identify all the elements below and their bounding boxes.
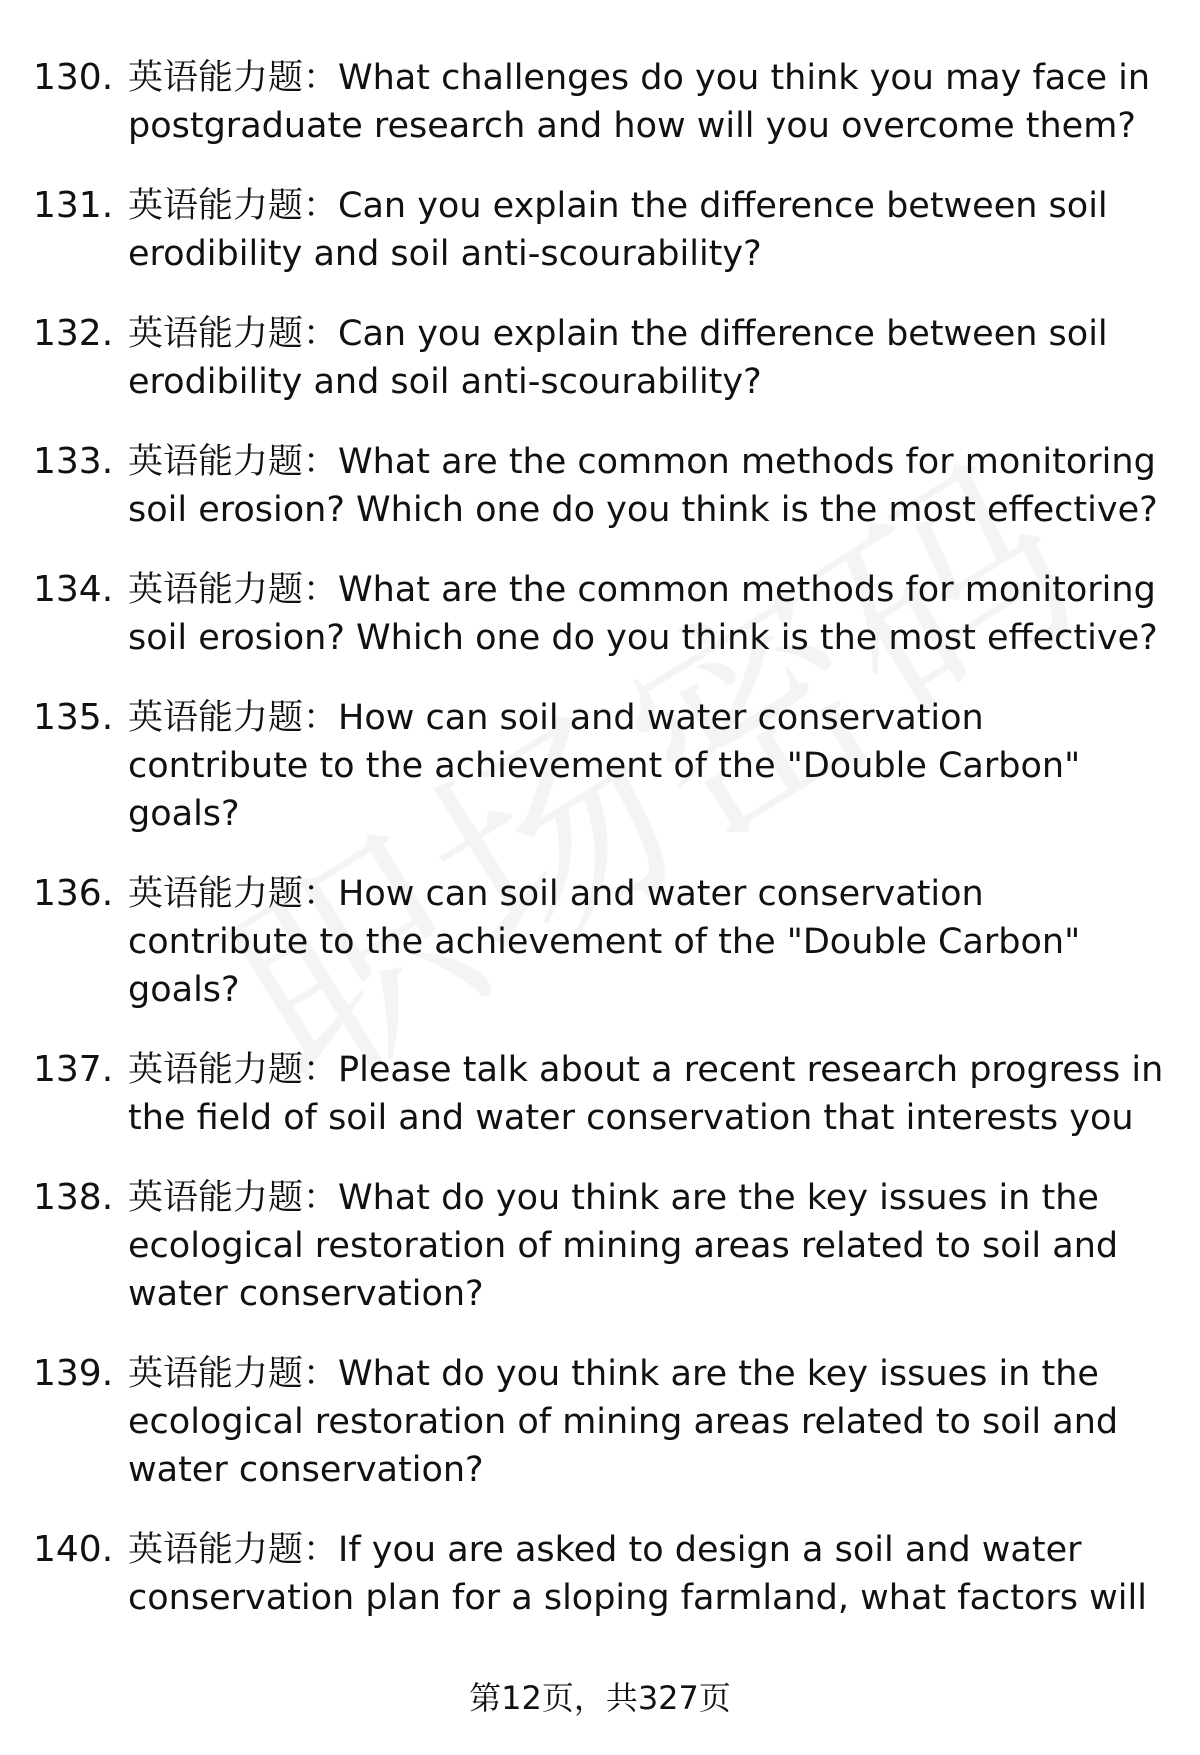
question-text [128,438,1168,534]
question-item [0,870,1200,1014]
question-line [128,1526,1168,1574]
question-line-text: What do you think are the key issues in the [338,1178,1099,1218]
question-number: 132. [33,313,114,354]
question-line-text: water conservation? [128,1450,484,1490]
question-line-text: the field of soil and water conservation that interests you [128,1098,1134,1138]
question-category-label: 英语能力题： [128,442,339,482]
question-line [128,1270,1168,1318]
question-line-text: soil erosion? Which one do you think is the most effective? [128,490,1158,530]
question-text [128,870,1168,1014]
question-line-text: contribute to the achievement of the "Double Carbon" [128,746,1081,786]
question-line [128,742,1168,790]
question-line-text: How can soil and water conservation [338,698,984,738]
question-line [128,1574,1168,1622]
question-line-text: ecological restoration of mining areas related to soil and [128,1402,1119,1442]
question-category-label: 英语能力题： [128,698,339,738]
question-line [128,438,1168,486]
question-category-label: 英语能力题： [128,58,339,98]
question-category-label: 英语能力题： [128,874,339,914]
question-text [128,1526,1168,1622]
question-line [128,1046,1168,1094]
question-number: 131. [33,185,114,226]
question-category-label: 英语能力题： [128,314,339,354]
question-item [0,438,1200,534]
question-list [0,54,1200,1654]
question-category-label: 英语能力题： [128,1354,339,1394]
question-number: 135. [33,697,114,738]
question-line-text: conservation plan for a sloping farmland, what factors will [128,1578,1147,1618]
question-number: 138. [33,1177,114,1218]
question-line [128,870,1168,918]
question-line [128,1094,1168,1142]
question-line-text: If you are asked to design a soil and water [338,1530,1082,1570]
question-line-text: soil erosion? Which one do you think is the most effective? [128,618,1158,658]
question-category-label: 英语能力题： [128,1050,339,1090]
question-text [128,54,1168,150]
question-line [128,1446,1168,1494]
question-line [128,102,1168,150]
question-line-text: Can you explain the difference between soil [338,314,1108,354]
question-category-label: 英语能力题： [128,570,339,610]
question-line [128,1222,1168,1270]
question-line [128,486,1168,534]
question-line-text: contribute to the achievement of the "Double Carbon" [128,922,1081,962]
question-item [0,54,1200,150]
question-text [128,310,1168,406]
question-line-text: Please talk about a recent research progress in [338,1050,1164,1090]
question-line-text: What are the common methods for monitoring [338,570,1156,610]
question-number: 137. [33,1049,114,1090]
question-category-label: 英语能力题： [128,186,339,226]
question-line [128,1398,1168,1446]
question-line [128,614,1168,662]
question-text [128,1174,1168,1318]
question-item [0,1350,1200,1494]
question-item [0,1046,1200,1142]
question-line-text: postgraduate research and how will you overcome them? [128,106,1136,146]
page-footer: 第12页，共327页 [469,1679,731,1717]
question-item [0,310,1200,406]
question-text [128,1046,1168,1142]
question-line-text: erodibility and soil anti-scourability? [128,362,762,402]
question-line [128,310,1168,358]
question-line [128,566,1168,614]
question-text [128,1350,1168,1494]
question-line [128,182,1168,230]
question-line-text: What do you think are the key issues in the [338,1354,1099,1394]
question-item [0,182,1200,278]
question-text [128,694,1168,838]
question-item [0,1174,1200,1318]
question-line-text: How can soil and water conservation [338,874,984,914]
question-number: 139. [33,1353,114,1394]
question-item [0,566,1200,662]
question-number: 130. [33,57,114,98]
question-category-label: 英语能力题： [128,1178,339,1218]
question-line [128,230,1168,278]
question-number: 140. [33,1529,114,1570]
question-line-text: water conservation? [128,1274,484,1314]
question-item [0,694,1200,838]
question-line-text: Can you explain the difference between soil [338,186,1108,226]
question-line [128,694,1168,742]
question-item [0,1526,1200,1622]
question-line [128,918,1168,966]
question-line [128,966,1168,1014]
question-line [128,1350,1168,1398]
question-text [128,566,1168,662]
question-number: 134. [33,569,114,610]
question-number: 133. [33,441,114,482]
question-line-text: What are the common methods for monitoring [338,442,1156,482]
question-line [128,790,1168,838]
question-category-label: 英语能力题： [128,1530,339,1570]
question-line-text: What challenges do you think you may face in [338,58,1151,98]
question-line [128,358,1168,406]
question-text [128,182,1168,278]
question-number: 136. [33,873,114,914]
question-line-text: ecological restoration of mining areas related to soil and [128,1226,1119,1266]
question-line-text: goals? [128,794,240,834]
question-line [128,54,1168,102]
question-line-text: erodibility and soil anti-scourability? [128,234,762,274]
question-line [128,1174,1168,1222]
question-line-text: goals? [128,970,240,1010]
